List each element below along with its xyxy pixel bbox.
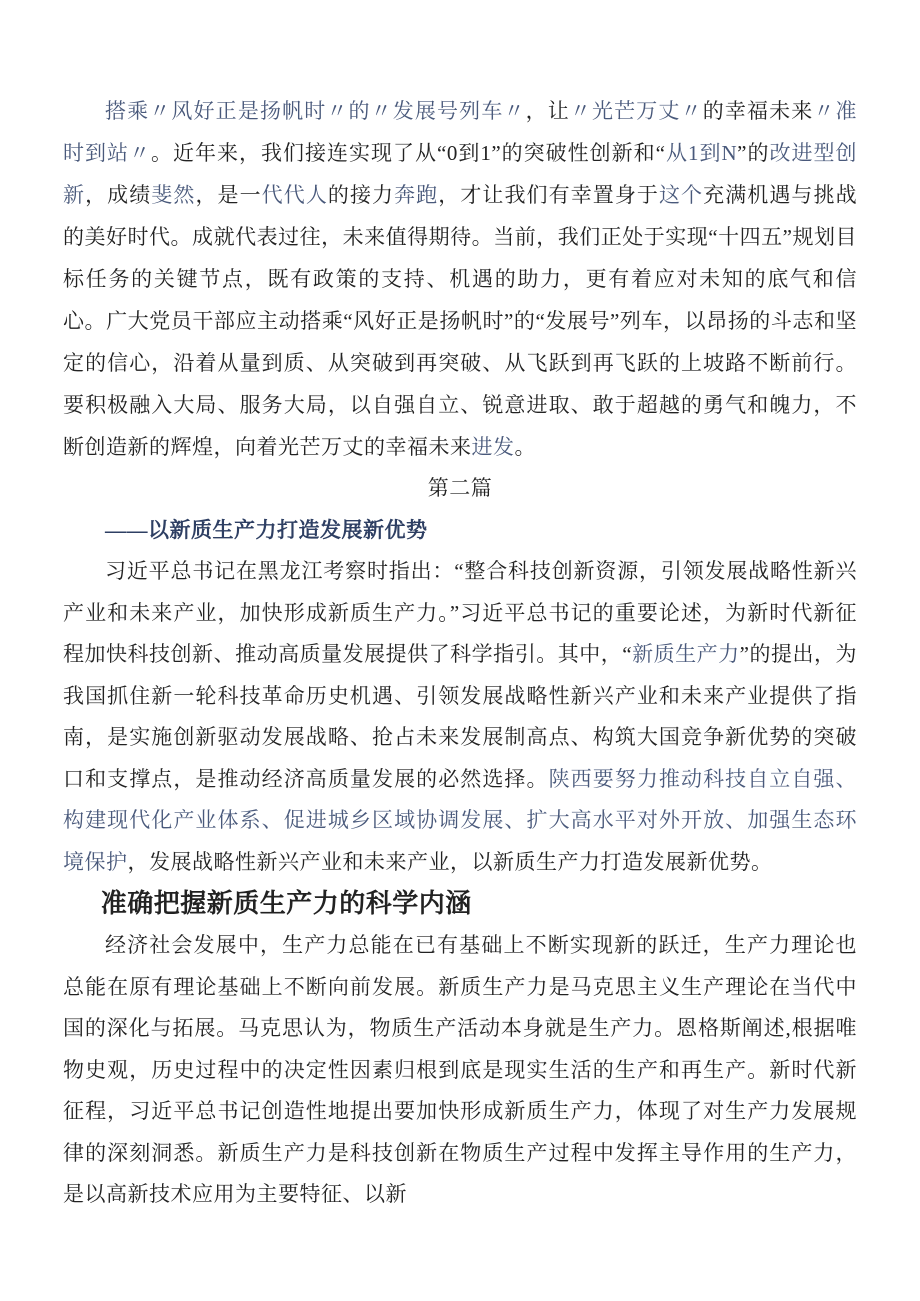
text-segment: 经济社会发展中，生产力总能在已有基础上不断实现新的跃迁，生产力理论也总能在原有理论基础上不断向前发展。新质生产力是马克思主义生产理论在当代中国的深化与拓展。马克思认为，物质生产活动本身就是生产力。恩格斯阐述,根据唯物史观，历史过程中的决定性因素归根到底是现实生活的生产和再生产。新时代新征程，习近平总书记创造性地提出要加快形成新质生产力，体现了对生产力发展规律的深刻洞悉。新质生产力是科技创新在物质生产过程中发挥主导作用的生产力，是以高新技术应用为主要特征、以新 <box>63 933 857 1206</box>
text-segment: ”的 <box>737 141 770 165</box>
text-segment: 。近年来，我们接连实现了从“0到1”的突破性创新和“ <box>151 141 666 165</box>
paragraph-3 <box>63 925 857 1216</box>
text-segment: 新质生产力 <box>632 642 740 666</box>
text-segment: 从1到N <box>665 141 738 165</box>
text-segment: 〃准时到站〃 <box>63 99 858 165</box>
text-segment: ，发展战略性新兴产业和未来产业，以新质生产力打造发展新优势。 <box>127 849 773 874</box>
text-segment: ，让 <box>525 99 570 123</box>
text-segment: 〃光芒万丈〃 <box>569 99 703 123</box>
text-segment: 进发 <box>471 435 515 459</box>
text-segment: 斐然 <box>151 183 196 207</box>
section-divider-title: 第二篇 <box>427 476 493 500</box>
text-segment: 这个 <box>658 183 704 207</box>
text-segment: 。 <box>514 435 536 459</box>
text-segment: 充满机遇与挑战的美好时代。成就代表过往，未来值得期待。当前，我们正处于实现“十四五”规划目标任务的关键节点，既有政策的支持、机遇的助力，更有着应对未知的底气和信心。广大党员干部应主动搭乘“风好正是扬帆时”的“发展号”列车，以昂扬的斗志和坚定的信心，沿着从量到质、从突破到再突破、从飞跃到再飞跃的上坡路不断前行。要积极融入大局、服务大局，以自强自立、锐意进取、敢于超越的勇气和魄力，不断创造新的辉煌，向着光芒万丈的幸福未来 <box>63 183 858 459</box>
text-segment: ”的提出，为我国抓住新一轮科技革命历史机遇、引领发展战略性新兴产业和未来产业提供了指南，是实施创新驱动发展战略、抢占未来发展制高点、构筑大国竞争新优势的突破口和支撑点，是推动经济高质量发展的必然选择。 <box>63 642 857 791</box>
text-segment: ，是一 <box>195 183 262 207</box>
paragraph-2 <box>63 551 857 883</box>
text-segment: 习近平总书记在黑龙江考察时指出：“整合科技创新资源，引领发展战略性新兴产业和未来产业，加快形成新质生产力。”习近平总书记的重要论述，为新时代新征程加快科技创新、推动高质量发展提供了科学指引。其中，“ <box>63 559 857 666</box>
article-subtitle: ——以新质生产力打造发展新优势 <box>105 517 428 542</box>
paragraph-1 <box>63 90 857 468</box>
text-segment: 奔跑 <box>394 183 439 207</box>
text-segment: 搭乘〃风好正是扬帆时〃的〃发展号列车〃 <box>105 99 526 123</box>
text-segment: 改进型创新 <box>63 141 858 207</box>
section-heading: 准确把握新质生产力的科学内涵 <box>100 889 472 918</box>
text-segment: ，成绩 <box>85 183 152 207</box>
text-segment: 陕西要努力推动科技自立自强、构建现代化产业体系、促进城乡区域协调发展、扩大高水平对外开放、加强生态环境保护 <box>63 766 858 874</box>
text-segment: 的幸福未来 <box>702 99 814 123</box>
text-segment: ，才让我们有幸置身于 <box>438 183 659 207</box>
text-segment: 代代人 <box>261 183 328 207</box>
text-segment: 的接力 <box>327 183 395 207</box>
